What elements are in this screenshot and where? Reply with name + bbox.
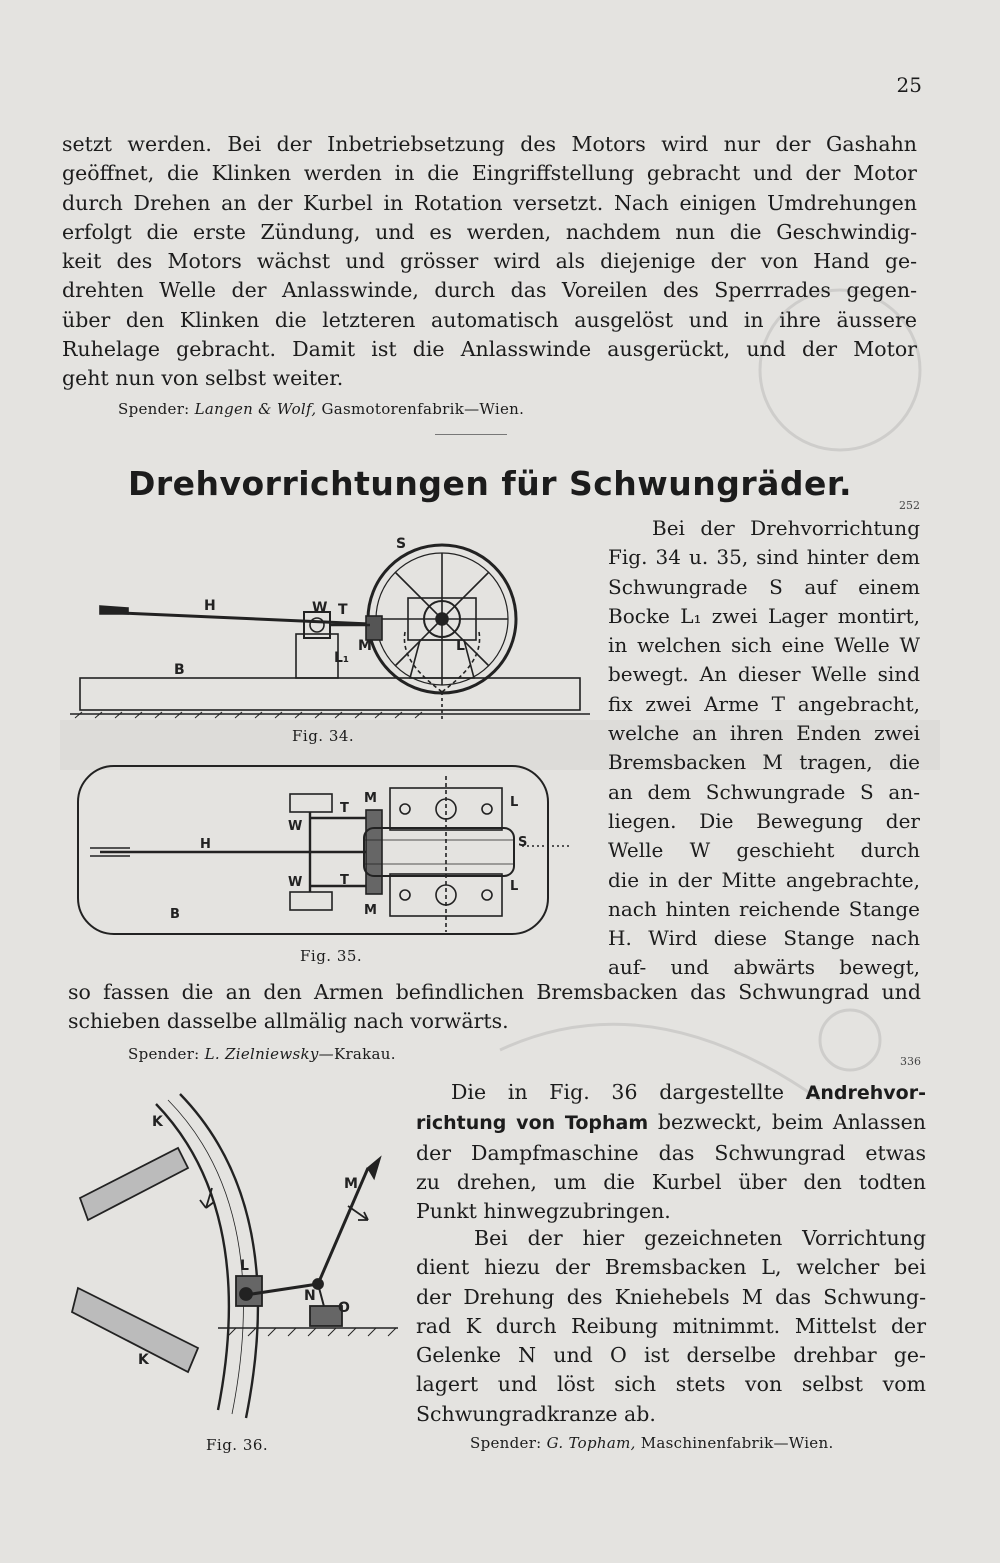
fig35-label-b: B [170,907,180,922]
fig36-label-k1: K [152,1114,163,1130]
text-line: Bocke L₁ zwei Lager montirt, [608,603,920,628]
fig34-label-l: L [456,638,465,654]
text-line: Bremsbacken M tragen, die [608,750,920,775]
text-line: Fig. 34 u. 35, sind hinter dem [608,545,920,570]
text-line: zu drehen, um die Kurbel über den todten [416,1169,926,1194]
text-line: Gelenke N und O ist derselbe drehbar ge- [416,1343,926,1368]
fig34-label-b: B [174,662,185,678]
fig36-label-o: O [338,1300,350,1316]
fig35-label-m: M [364,791,377,806]
spender-label: Spender: [118,400,190,418]
text-line: dient hiezu der Bremsbacken L, welcher bei [416,1255,926,1280]
fig36-label-m: M [344,1176,358,1192]
text-line [416,1108,926,1138]
text-line: nach hinten reichende Stange [608,896,920,921]
text-line: drehten Welle der Anlasswinde, durch das Voreilen des Sperrrades gegen- [62,278,917,303]
text-line: welche an ihren Enden zwei [608,721,920,746]
text-line: Schwungrade S auf einem [608,574,920,599]
figure-36-drawing [68,1088,408,1428]
figure-34-drawing [70,532,600,722]
figure-35-drawing [70,762,610,942]
fig35-label-l2: L [510,879,519,894]
spender-label: Spender: [128,1045,200,1063]
text-line: fix zwei Arme T angebracht, [608,691,920,716]
figure-34-caption: Fig. 34. [292,727,355,745]
text-line: Schwungradkranze ab. [416,1401,656,1426]
spender-company: Maschinenfabrik—Wien. [640,1434,834,1452]
spender-label: Spender: [470,1434,542,1452]
spender-names: L. Zielniewsky— [204,1045,334,1063]
figure-36-caption: Fig. 36. [206,1436,269,1454]
paragraph-drehvorrichtung-end [68,978,921,1037]
text-span: bezweckt, beim Anlassen [657,1110,926,1135]
bold-term: richtung von Topham [416,1112,649,1135]
fig34-label-m: M [358,638,372,654]
fig36-label-k2: K [138,1352,149,1368]
reference-number: 336 [900,1055,921,1068]
fig34-label-s: S [396,536,407,552]
text-line: erfolgt die erste Zündung, und es werden, nachdem nun die Geschwindig- [62,219,917,244]
fig34-label-t: T [338,602,348,618]
fig36-label-l: L [240,1258,249,1274]
text-line: liegen. Die Bewegung der [608,808,920,833]
section-divider [435,434,507,435]
text-span: Die in Fig. 36 dargestellte [451,1080,784,1104]
fig35-label-t: T [340,801,349,816]
text-line: durch Drehen an der Kurbel in Rotation versetzt. Nach einigen Umdrehungen [62,190,917,215]
fig35-label-t2: T [340,873,349,888]
fig35-label-s: S [518,835,528,850]
paragraph-anlasswinde [62,130,917,394]
text-line: H. Wird diese Stange nach [608,926,920,951]
text-line: in welchen sich eine Welle W [608,633,920,658]
fig35-label-w: W [288,819,303,834]
text-line: Punkt hinwegzubringen. [416,1199,671,1224]
text-line: setzt werden. Bei der Inbetriebsetzung des Motors wird nur der Gashahn [62,132,917,156]
text-line: geht nun von selbst weiter. [62,366,344,391]
figure-35-caption: Fig. 35. [300,947,363,965]
spender-line-2 [128,1045,396,1063]
text-line: an dem Schwungrade S an- [608,779,920,804]
fig35-label-h: H [200,837,211,852]
text-line: Bei der Drehvorrichtung [652,516,920,540]
text-line [416,1078,926,1108]
spender-company: Gasmotorenfabrik—Wien. [321,400,525,418]
text-line: geöffnet, die Klinken werden in die Eingriffstellung gebracht und der Motor [62,161,917,186]
bold-term: Andrehvor- [805,1082,926,1104]
spender-names: Langen & Wolf, [194,400,317,418]
text-line: keit des Motors wächst und grösser wird als diejenige der von Hand ge- [62,249,917,274]
page-number: 25 [896,73,922,97]
text-line: über den Klinken die letzteren automatisch ausgelöst und in ihre äussere [62,307,917,332]
text-line: Bei der hier gezeichneten Vorrichtung [474,1226,926,1250]
paragraph-drehvorrichtung [608,514,920,983]
text-line: rad K durch Reibung mitnimmt. Mittelst der [416,1313,926,1338]
paragraph-vorrichtung [416,1224,926,1429]
text-line: die in der Mitte angebrachte, [608,867,920,892]
fig34-label-h: H [204,598,216,614]
text-line: der Drehung des Kniehebels M das Schwung- [416,1284,926,1309]
text-line: Welle W geschieht durch [608,838,920,863]
text-line: Ruhelage gebracht. Damit ist die Anlasswinde ausgerückt, und der Motor [62,337,917,362]
fig34-label-l1: L₁ [334,650,350,666]
fig35-label-m2: M [364,903,377,918]
fig35-label-l: L [510,795,519,810]
text-line: auf- und abwärts bewegt, [608,955,920,980]
spender-names: G. Topham, [546,1434,636,1452]
spender-line-1 [118,400,524,418]
fig35-label-w2: W [288,875,303,890]
paragraph-topham [416,1078,926,1226]
spender-city: Krakau. [333,1045,396,1063]
fig34-label-w: W [312,600,328,616]
spender-line-3 [470,1434,834,1452]
text-line: der Dampfmaschine das Schwungrad etwas [416,1140,926,1165]
section-heading: Drehvorrichtungen für Schwungräder. [127,464,853,503]
text-line: schieben dasselbe allmälig nach vorwärts. [68,1009,509,1034]
reference-number: 252 [899,499,920,512]
text-line: so fassen die an den Armen befindlichen Bremsbacken das Schwungrad und [68,980,921,1004]
fig36-label-n: N [304,1288,316,1304]
text-line: bewegt. An dieser Welle sind [608,662,920,687]
text-line: lagert und löst sich stets von selbst vom [416,1372,926,1397]
